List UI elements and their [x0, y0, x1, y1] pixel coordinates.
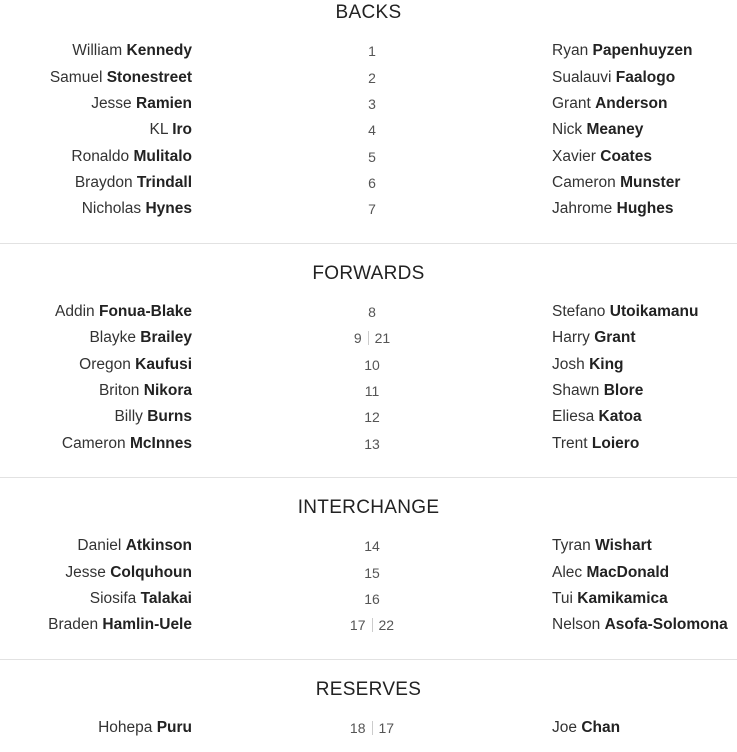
last-name: Faalogo: [615, 69, 676, 86]
away-player-name[interactable]: [552, 91, 667, 117]
player-row: [0, 612, 737, 638]
player-row: [0, 117, 737, 143]
jersey-number: 15: [364, 565, 380, 581]
first-name: Blayke: [89, 329, 136, 346]
section-divider: [0, 243, 737, 244]
last-name: Kennedy: [126, 42, 192, 59]
player-row: [0, 91, 737, 117]
jersey-number: [322, 325, 422, 351]
last-name: Kaufusi: [135, 356, 192, 373]
first-name: Nick: [552, 121, 583, 138]
first-name: Nicholas: [81, 200, 142, 217]
jersey-number: 6: [368, 175, 376, 191]
last-name: Hynes: [145, 200, 192, 217]
away-player-name[interactable]: [552, 404, 642, 430]
first-name: Tyran: [552, 537, 591, 554]
away-player-name[interactable]: [552, 586, 668, 612]
away-player-name[interactable]: [552, 715, 620, 741]
home-player-name[interactable]: [90, 586, 192, 612]
away-player-name[interactable]: [552, 65, 675, 91]
first-name: Jahrome: [552, 200, 613, 217]
player-row: [0, 533, 737, 559]
last-name: Coates: [600, 148, 652, 165]
first-name: Alec: [552, 564, 583, 581]
away-player-name[interactable]: [552, 38, 692, 64]
home-player-name[interactable]: [82, 196, 192, 222]
last-name: Trindall: [136, 174, 192, 191]
section-divider: [0, 659, 737, 660]
last-name: Mulitalo: [133, 148, 192, 165]
first-name: Hohepa: [98, 719, 153, 736]
last-name: Blore: [603, 382, 644, 399]
first-name: Braden: [48, 616, 99, 633]
first-name: Stefano: [552, 303, 606, 320]
player-row: [0, 560, 737, 586]
first-name: Siosifa: [89, 590, 137, 607]
last-name: Kamikamica: [577, 590, 668, 607]
jersey-number: 7: [368, 201, 376, 217]
first-name: Addin: [55, 303, 95, 320]
jersey-number: 8: [368, 304, 376, 320]
away-player-name[interactable]: [552, 431, 639, 457]
first-name: KL: [149, 121, 168, 138]
last-name: Stonestreet: [106, 69, 192, 86]
first-name: Sualauvi: [552, 69, 612, 86]
first-name: Billy: [114, 408, 143, 425]
last-name: King: [589, 356, 624, 373]
player-row: [0, 38, 737, 64]
first-name: William: [72, 42, 123, 59]
last-name: Ramien: [136, 95, 192, 112]
section-title: INTERCHANGE: [297, 497, 440, 518]
home-player-name[interactable]: [50, 65, 192, 91]
home-player-name[interactable]: [149, 117, 192, 143]
first-name: Ronaldo: [71, 148, 130, 165]
away-number: 17: [378, 720, 395, 736]
last-name: Puru: [156, 719, 192, 736]
jersey-number: 4: [368, 122, 376, 138]
home-player-name[interactable]: [79, 352, 192, 378]
first-name: Briton: [98, 382, 140, 399]
home-player-name[interactable]: [55, 299, 192, 325]
jersey-number: 5: [368, 149, 376, 165]
away-player-name[interactable]: [552, 170, 680, 196]
home-player-name[interactable]: [65, 560, 192, 586]
away-player-name[interactable]: [552, 533, 652, 559]
away-player-name[interactable]: [552, 196, 673, 222]
last-name: Colquhoun: [110, 564, 192, 581]
jersey-number: 11: [364, 383, 380, 399]
first-name: Cameron: [552, 174, 616, 191]
away-player-name[interactable]: [552, 560, 669, 586]
last-name: Atkinson: [125, 537, 192, 554]
last-name: McInnes: [129, 435, 192, 452]
last-name: Anderson: [595, 95, 668, 112]
home-player-name[interactable]: [99, 378, 192, 404]
first-name: Daniel: [77, 537, 122, 554]
last-name: MacDonald: [586, 564, 670, 581]
number-separator: [372, 721, 373, 735]
section-title: RESERVES: [315, 679, 422, 700]
last-name: Fonua-Blake: [98, 303, 192, 320]
player-row: [0, 715, 737, 741]
last-name: Katoa: [598, 408, 642, 425]
player-row: [0, 170, 737, 196]
first-name: Cameron: [61, 435, 126, 452]
last-name: Hughes: [616, 200, 674, 217]
player-row: [0, 65, 737, 91]
away-player-name[interactable]: [552, 325, 636, 351]
section-divider: [0, 477, 737, 478]
home-player-name[interactable]: [89, 325, 192, 351]
home-number: 17: [349, 617, 366, 633]
player-row: [0, 378, 737, 404]
first-name: Braydon: [74, 174, 133, 191]
number-separator: [372, 618, 373, 632]
last-name: Grant: [594, 329, 636, 346]
last-name: Loiero: [591, 435, 640, 452]
first-name: Jesse: [65, 564, 106, 581]
jersey-number: 13: [364, 436, 380, 452]
away-player-name[interactable]: [552, 299, 698, 325]
player-row: [0, 144, 737, 170]
jersey-number: [322, 612, 422, 638]
player-row: [0, 404, 737, 430]
player-row: [0, 586, 737, 612]
last-name: Utoikamanu: [609, 303, 699, 320]
away-player-name[interactable]: [552, 144, 652, 170]
last-name: Burns: [147, 408, 192, 425]
last-name: Chan: [581, 719, 621, 736]
away-number: 22: [378, 617, 395, 633]
last-name: Munster: [620, 174, 681, 191]
number-separator: [368, 331, 369, 345]
home-player-name[interactable]: [114, 404, 192, 430]
first-name: Ryan: [552, 42, 589, 59]
section-title: BACKS: [335, 2, 402, 23]
away-player-name[interactable]: [552, 352, 624, 378]
first-name: Xavier: [552, 148, 596, 165]
away-player-name[interactable]: [552, 117, 643, 143]
last-name: Brailey: [140, 329, 192, 346]
home-player-name[interactable]: [91, 91, 192, 117]
player-row: [0, 325, 737, 351]
last-name: Iro: [172, 121, 192, 138]
home-player-name[interactable]: [62, 431, 192, 457]
first-name: Trent: [552, 435, 588, 452]
last-name: Meaney: [586, 121, 644, 138]
last-name: Asofa-Solomona: [604, 616, 728, 633]
first-name: Samuel: [49, 69, 103, 86]
jersey-number: [322, 715, 422, 741]
jersey-number: 3: [368, 96, 376, 112]
home-player-name[interactable]: [48, 612, 192, 638]
jersey-number: 10: [364, 357, 380, 373]
away-player-name[interactable]: [552, 378, 643, 404]
first-name: Joe: [552, 719, 577, 736]
home-player-name[interactable]: [72, 38, 192, 64]
jersey-number: 16: [364, 591, 380, 607]
away-player-name[interactable]: [552, 612, 728, 638]
jersey-number: 14: [364, 538, 380, 554]
home-player-name[interactable]: [98, 715, 192, 741]
last-name: Talakai: [140, 590, 192, 607]
home-number: 18: [349, 720, 366, 736]
player-row: [0, 431, 737, 457]
player-row: [0, 196, 737, 222]
home-player-name[interactable]: [77, 533, 192, 559]
player-row: [0, 352, 737, 378]
first-name: Grant: [552, 95, 591, 112]
last-name: Papenhuyzen: [592, 42, 693, 59]
last-name: Nikora: [143, 382, 192, 399]
last-name: Hamlin-Uele: [102, 616, 192, 633]
jersey-number: 1: [368, 43, 376, 59]
first-name: Nelson: [552, 616, 601, 633]
player-row: [0, 299, 737, 325]
last-name: Wishart: [595, 537, 652, 554]
section-title: FORWARDS: [312, 263, 425, 284]
first-name: Eliesa: [552, 408, 595, 425]
first-name: Tui: [552, 590, 573, 607]
jersey-number: 12: [364, 409, 380, 425]
first-name: Josh: [552, 356, 585, 373]
home-number: 9: [353, 330, 362, 346]
away-number: 21: [374, 330, 391, 346]
home-player-name[interactable]: [71, 144, 192, 170]
jersey-number: 2: [368, 70, 376, 86]
first-name: Jesse: [91, 95, 132, 112]
first-name: Harry: [552, 329, 590, 346]
first-name: Shawn: [552, 382, 600, 399]
home-player-name[interactable]: [75, 170, 192, 196]
first-name: Oregon: [79, 356, 131, 373]
